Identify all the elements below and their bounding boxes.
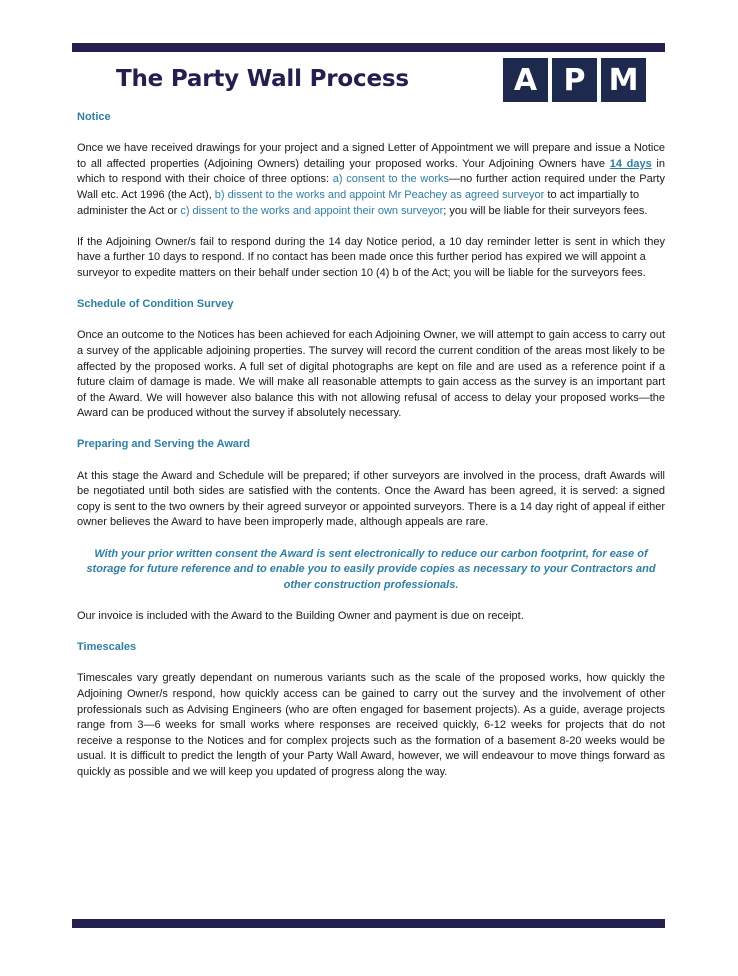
page-title: The Party Wall Process [116, 66, 409, 92]
text-run: in which to respond with their choice of three options: [77, 157, 665, 186]
document-body [77, 110, 665, 781]
text-run: administer the Act or [77, 204, 181, 217]
award-paragraph: At this stage the Award and Schedule will be prepared; if other surveyors are involved in the process, draft Awards will be negotiated until both sides are satisfied with the contents. Once the Award has been agreed, it is served: a signed copy is sent to the two owners by their agreed surveyor or appointed surveyors. There is a 14 day right of appeal if either owner believes the Award to have been improperly made, although appeals are rare. [77, 469, 665, 529]
option-a: a) consent to the works [332, 173, 450, 186]
text-run: —no further action required under the Party Wall etc. Act 1996 (the Act), [77, 173, 665, 201]
timescales-paragraph: Timescales vary greatly dependant on numerous variants such as the scale of the proposed works, how quickly the Adjoining Owner/s respond, how quickly access can be gained to carry out the survey and the involvement of other professionals such as Advising Engineers (who are often engaged for basement projects). As a guide, average projects range from 3—6 weeks for small works where responses are received quickly, 6-12 weeks for projects that do not receive a response to the Notices and for complex projects such as the formation of a basement 8-20 weeks would be usual. It is difficult to predict the length of your Party Wall Award, however, we will endeavour to move things forward as quickly as possible and we will keep you updated of progress along the way. [77, 672, 665, 778]
option-b: b) dissent to the works and appoint Mr Peachey as agreed surveyor [214, 188, 545, 201]
heading-timescales: Timescales [77, 641, 137, 654]
notice-paragraph-2: If the Adjoining Owner/s fail to respond during the 14 day Notice period, a 10 day reminder letter is sent in which they have a further 10 days to respond. If no contact has been made once this further period has expired we will appoint a [77, 235, 665, 264]
logo-letter-p: P [552, 58, 597, 102]
link-14-days[interactable]: 14 days [609, 157, 652, 170]
heading-award: Preparing and Serving the Award [77, 438, 250, 451]
invoice-paragraph: Our invoice is included with the Award to the Building Owner and payment is due on receipt. [77, 610, 524, 622]
award-note: With your prior written consent the Award is sent electronically to reduce our carbon footprint, for ease of storage for future reference and to enable you to easily provide copies as necessary to your Contractors and other construction professionals. [86, 547, 656, 591]
notice-paragraph-2-cont: surveyor to expedite matters on their behalf under section 10 (4) b of the Act; you will be liable for the surveyors fees. [77, 266, 646, 279]
notice-paragraph-1-cont [77, 204, 665, 220]
survey-paragraph: Once an outcome to the Notices has been achieved for each Adjoining Owner, we will attempt to gain access to carry out a survey of the applicable adjoining properties. The survey will record the current condition of the areas most likely to be affected by the proposed works. A full set of digital photographs are kept on file and are used as a reference point if a future claim of damage is made. We will make all reasonable attempts to gain access as the survey is an important part of the Award. We will however also balance this with not allowing refusal of access to delay your proposed works—the Award can be produced without the survey if absolutely necessary. [77, 329, 665, 420]
text-run: ; you will be liable for their surveyors fees. [443, 204, 648, 217]
notice-paragraph-1 [77, 141, 665, 203]
apm-logo [503, 58, 646, 102]
heading-notice: Notice [77, 111, 111, 123]
heading-survey: Schedule of Condition Survey [77, 298, 234, 311]
top-rule [72, 43, 665, 52]
bottom-rule [72, 919, 665, 928]
option-c: c) dissent to the works and appoint their own surveyor [180, 204, 444, 217]
logo-letter-a: A [503, 58, 548, 102]
logo-letter-m: M [601, 58, 646, 102]
text-run: to act impartially to [544, 188, 640, 201]
text-run: Once we have received drawings for your project and a signed Letter of Appointment we will prepare and issue a Notice to all affected properties (Adjoining Owners) detailing your proposed works. Your Adjoining Owners have [77, 142, 665, 170]
